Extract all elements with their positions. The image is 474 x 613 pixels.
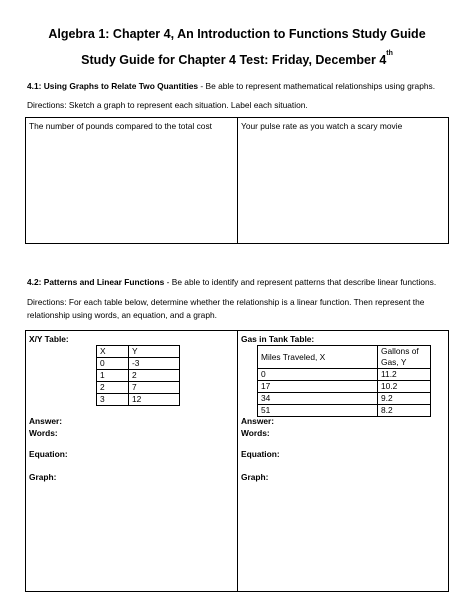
equation-label: Equation:: [29, 449, 68, 459]
gas-table-label: Gas in Tank Table:: [241, 334, 315, 344]
section1-intro: [27, 80, 447, 93]
gas-table-cell: [238, 331, 448, 591]
graph-sketch-grid: [25, 117, 449, 244]
table-row: [97, 382, 180, 394]
table-cell: 34: [258, 393, 378, 405]
table-row: [258, 393, 431, 405]
words-label: Words:: [29, 428, 58, 438]
sketch-cell-pulse: [238, 118, 448, 243]
table-cell: 7: [129, 382, 180, 394]
function-tables-grid: [25, 330, 449, 592]
table-row: [97, 394, 180, 406]
table-cell: 0: [97, 358, 129, 370]
section1-heading: 4.1: Using Graphs to Relate Two Quantities: [27, 81, 199, 91]
section2-heading: 4.2: Patterns and Linear Functions: [27, 277, 165, 287]
section1-description: - Be able to represent mathematical relationships using graphs.: [198, 81, 436, 91]
answer-label: Answer:: [241, 416, 275, 426]
sketch-cell-label: Your pulse rate as you watch a scary movie: [241, 121, 403, 131]
sketch-cell-label: The number of pounds compared to the total cost: [29, 121, 212, 131]
table-row: [97, 358, 180, 370]
xy-table-cell: [26, 331, 238, 591]
table-cell: 8.2: [378, 405, 431, 417]
words-label: Words:: [241, 428, 270, 438]
table-row: [97, 370, 180, 382]
table-cell: 17: [258, 381, 378, 393]
table-cell: 2: [129, 370, 180, 382]
table-cell: 51: [258, 405, 378, 417]
table-header-cell: X: [97, 346, 129, 358]
table-cell: -3: [129, 358, 180, 370]
gas-table: [257, 345, 431, 417]
sketch-cell-pounds: [26, 118, 238, 243]
table-row: [258, 381, 431, 393]
table-header-cell: Miles Traveled, X: [258, 346, 378, 369]
table-header-cell: Gallons of Gas, Y: [378, 346, 431, 369]
table-header-row: [258, 346, 431, 369]
table-header-row: [97, 346, 180, 358]
section2-description: - Be able to identify and represent patterns that describe linear functions.: [164, 277, 437, 287]
section2-directions: Directions: For each table below, determine whether the relationship is a linear function. Then represent the relationship using words, an equation, and a graph.: [27, 297, 425, 320]
table-cell: 9.2: [378, 393, 431, 405]
graph-label: Graph:: [29, 472, 57, 482]
table-row: [258, 369, 431, 381]
xy-table-label: X/Y Table:: [29, 334, 69, 344]
table-cell: 2: [97, 382, 129, 394]
section1-directions: Directions: Sketch a graph to represent each situation. Label each situation.: [27, 100, 308, 110]
subtitle-superscript: th: [386, 50, 393, 57]
table-header-cell: Y: [129, 346, 180, 358]
graph-label: Graph:: [241, 472, 269, 482]
table-cell: 1: [97, 370, 129, 382]
equation-label: Equation:: [241, 449, 280, 459]
section2-intro: [27, 276, 447, 289]
table-cell: 10.2: [378, 381, 431, 393]
table-cell: 11.2: [378, 369, 431, 381]
subtitle-text: Study Guide for Chapter 4 Test: Friday, December 4: [81, 53, 387, 67]
table-row: [258, 405, 431, 417]
table-cell: 3: [97, 394, 129, 406]
table-cell: 0: [258, 369, 378, 381]
xy-table: [96, 345, 180, 406]
document-subtitle: [0, 50, 474, 67]
document-title: Algebra 1: Chapter 4, An Introduction to Functions Study Guide: [48, 27, 426, 41]
table-cell: 12: [129, 394, 180, 406]
answer-label: Answer:: [29, 416, 63, 426]
